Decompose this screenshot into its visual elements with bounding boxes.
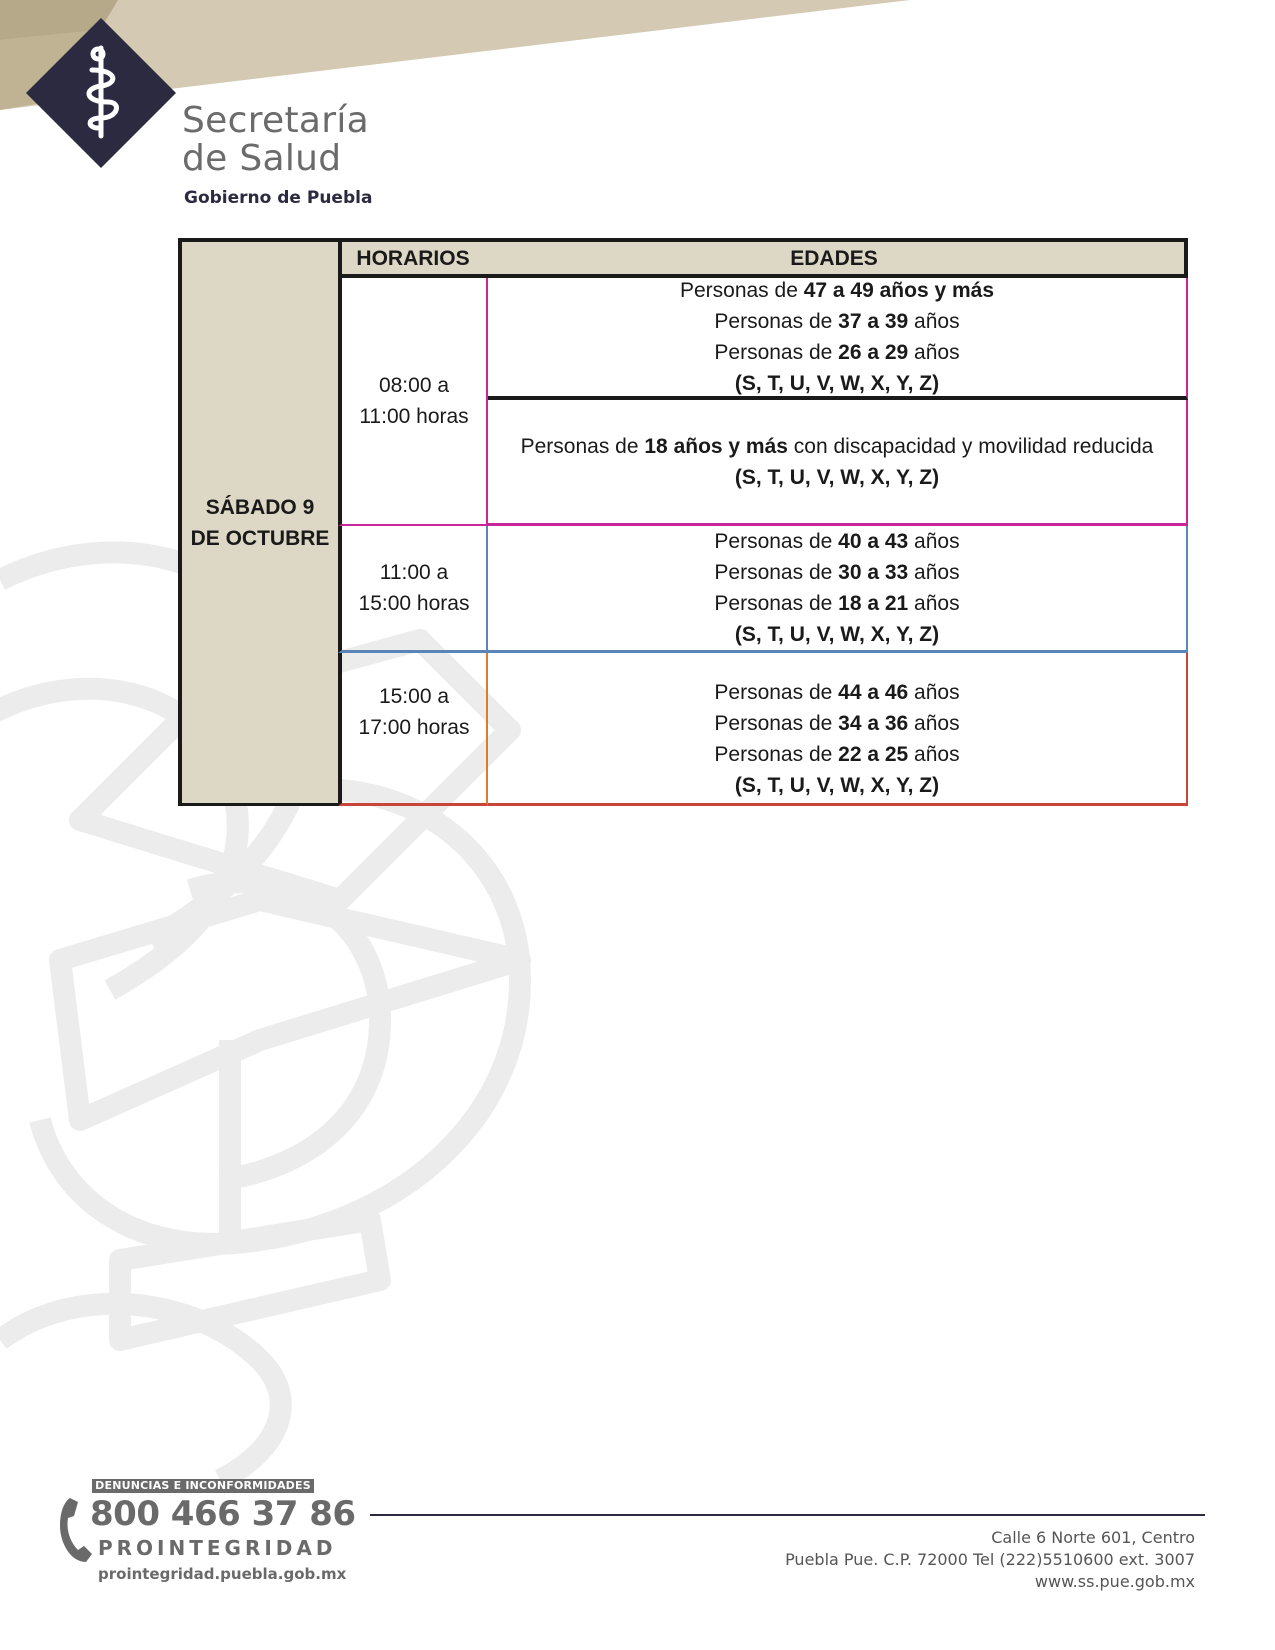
day-label-line-1: SÁBADO 9 bbox=[205, 495, 315, 519]
time-end-1: 11:00 horas bbox=[359, 405, 469, 428]
schedule-table bbox=[178, 238, 1188, 806]
hotline-brand: PROINTEGRIDAD bbox=[98, 1536, 337, 1560]
age-line: Personas de 22 a 25 años bbox=[714, 743, 960, 766]
address-line-1: Calle 6 Norte 601, Centro bbox=[991, 1528, 1195, 1547]
header-schedule-label: HORARIOS bbox=[356, 246, 470, 270]
org-title-line-2: de Salud bbox=[182, 138, 342, 179]
address-line-2: Puebla Pue. C.P. 72000 Tel (222)5510600 ext. 3007 bbox=[785, 1550, 1195, 1569]
day-cell bbox=[178, 238, 338, 806]
age-line: Personas de 30 a 33 años bbox=[714, 561, 960, 584]
age-line: Personas de 44 a 46 años bbox=[714, 681, 960, 704]
age-line: Personas de 18 a 21 años bbox=[714, 592, 960, 615]
time-end-3: 17:00 horas bbox=[358, 716, 470, 739]
letters-line: (S, T, U, V, W, X, Y, Z) bbox=[734, 774, 940, 797]
hotline-banner: DENUNCIAS E INCONFORMIDADES bbox=[92, 1479, 314, 1493]
ages-group-1a bbox=[488, 278, 1188, 400]
org-subtitle: Gobierno de Puebla bbox=[184, 188, 373, 208]
header-ages bbox=[484, 238, 1188, 278]
age-line: Personas de 40 a 43 años bbox=[714, 530, 960, 553]
header-ages-label: EDADES bbox=[790, 246, 878, 270]
org-title-line-1: Secretaría bbox=[182, 100, 369, 141]
age-line: Personas de 47 a 49 años y más bbox=[679, 279, 995, 302]
time-cell-3 bbox=[338, 653, 488, 806]
age-line: Personas de 18 años y más con discapacidad y movilidad reducida bbox=[520, 434, 1154, 458]
hotline-number[interactable]: 800 466 37 86 bbox=[90, 1494, 356, 1534]
letters-line: (S, T, U, V, W, X, Y, Z) bbox=[734, 372, 940, 395]
age-line: Personas de 26 a 29 años bbox=[714, 341, 960, 364]
ages-group-3 bbox=[488, 653, 1188, 806]
time-start-1: 08:00 a bbox=[378, 374, 450, 397]
time-start-3: 15:00 a bbox=[378, 685, 450, 708]
time-end-2: 15:00 horas bbox=[358, 592, 470, 615]
time-cell-1 bbox=[338, 278, 488, 526]
header-schedule bbox=[338, 238, 488, 278]
caduceus-icon bbox=[26, 18, 176, 168]
age-line: Personas de 34 a 36 años bbox=[714, 712, 960, 735]
letters-line: (S, T, U, V, W, X, Y, Z) bbox=[734, 465, 940, 489]
letters-line: (S, T, U, V, W, X, Y, Z) bbox=[734, 623, 940, 646]
time-start-2: 11:00 a bbox=[379, 561, 449, 584]
hotline-website-link[interactable]: prointegridad.puebla.gob.mx bbox=[98, 1565, 347, 1583]
day-label-line-2: DE OCTUBRE bbox=[190, 526, 330, 550]
age-line: Personas de 37 a 39 años bbox=[714, 310, 960, 333]
ages-group-1b bbox=[488, 400, 1188, 526]
website-link[interactable]: www.ss.pue.gob.mx bbox=[1034, 1572, 1195, 1591]
ages-group-2 bbox=[488, 526, 1188, 653]
footer-divider bbox=[370, 1514, 1205, 1516]
time-cell-2 bbox=[338, 526, 488, 653]
